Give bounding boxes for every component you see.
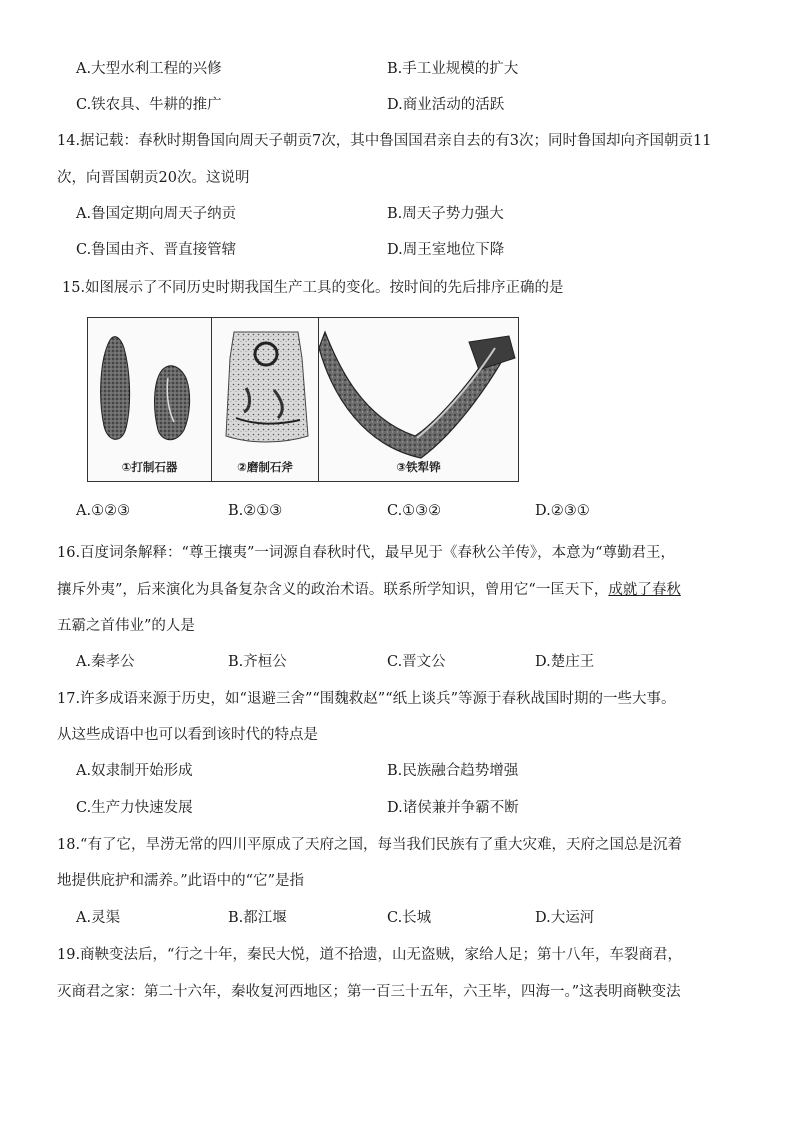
q17-option-d: D.诸侯兼并争霸不断 (387, 800, 519, 816)
q13-option-d: D.商业活动的活跃 (387, 97, 505, 113)
q13-option-c: C.铁农具、牛耕的推广 (76, 97, 222, 113)
q13-option-b: B.手工业规模的扩大 (387, 61, 519, 77)
figure-caption-3: ③铁犁铧 (396, 460, 441, 474)
figure-panel-iron-plough (319, 318, 518, 481)
q16-stem-line2-text: 攘斥外夷”，后来演化为具备复杂含义的政治术语。联系所学知识，曾用它“一匡天下， (57, 582, 609, 598)
q14-stem-line2: 次，向晋国朝贡20次。这说明 (57, 170, 250, 186)
polished-stone-axe-image (212, 318, 319, 481)
figure-caption-1: ①打制石器 (121, 460, 178, 474)
q16-option-a: A.秦孝公 (76, 654, 135, 670)
q15-stem: 15.如图展示了不同历史时期我国生产工具的变化。按时间的先后排序正确的是 (62, 280, 564, 296)
q16-option-b: B.齐桓公 (228, 654, 287, 670)
q14-option-c: C.鲁国由齐、晋直接管辖 (76, 242, 237, 258)
q13-option-a: A.大型水利工程的兴修 (76, 61, 222, 77)
q17-option-c: C.生产力快速发展 (76, 800, 193, 816)
q18-option-d: D.大运河 (535, 910, 595, 926)
q15-option-d: D.②③① (535, 503, 590, 519)
q15-option-b: B.②①③ (228, 503, 283, 519)
q17-stem-line1: 17.许多成语来源于历史，如“退避三舍”“围魏救赵”“纸上谈兵”等源于春秋战国时期的一些大事。 (57, 691, 676, 707)
q19-stem-line1: 19.商鞅变法后，“行之十年，秦民大悦，道不拾遗，山无盗贼，家给人足；第十八年，车裂商君， (57, 947, 682, 963)
q18-option-a: A.灵渠 (76, 910, 121, 926)
q18-stem-line1: 18.“有了它，旱涝无常的四川平原成了天府之国，每当我们民族有了重大灾难，天府之国总是沉着 (57, 837, 682, 853)
q16-stem-line3: 五霸之首伟业”的人是 (57, 618, 195, 634)
q16-option-d: D.楚庄王 (535, 654, 595, 670)
q16-option-c: C.晋文公 (387, 654, 446, 670)
q15-option-c: C.①③② (387, 503, 442, 519)
q18-option-c: C.长城 (387, 910, 432, 926)
q17-option-b: B.民族融合趋势增强 (387, 763, 519, 779)
q16-underlined-phrase: 成就了春秋 (608, 582, 681, 598)
q14-option-b: B.周天子势力强大 (387, 206, 504, 222)
figure-caption-2: ②磨制石斧 (237, 460, 293, 474)
q18-stem-line2: 地提供庇护和濡养。”此语中的“它”是指 (57, 873, 304, 889)
q14-stem-line1: 14.据记载：春秋时期鲁国向周天子朝贡7次，其中鲁国国君亲自去的有3次；同时鲁国却向齐国朝贡11 (57, 133, 712, 149)
q15-option-a: A.①②③ (76, 503, 131, 519)
iron-ploughshare-image (319, 318, 517, 481)
q19-stem-line2: 灭商君之家：第二十六年，秦收复河西地区；第一百三十五年，六王毕，四海一。”这表明商鞅变法 (57, 984, 681, 1000)
figure-panel-chipped-stone (88, 318, 212, 481)
figure-panel-polished-axe (212, 318, 319, 481)
q18-option-b: B.都江堰 (228, 910, 287, 926)
q14-option-a: A.鲁国定期向周天子纳贡 (76, 206, 237, 222)
q17-option-a: A.奴隶制开始形成 (76, 763, 193, 779)
q17-stem-line2: 从这些成语中也可以看到该时代的特点是 (57, 727, 318, 743)
q14-option-d: D.周王室地位下降 (387, 242, 505, 258)
q16-stem-line1: 16.百度词条解释：“尊王攘夷”一词源自春秋时代，最早见于《春秋公羊传》，本意为“尊勤君王， (57, 545, 676, 561)
chipped-stone-tools-image (88, 318, 212, 481)
tools-figure (87, 317, 519, 482)
q16-stem-line2 (57, 578, 681, 599)
